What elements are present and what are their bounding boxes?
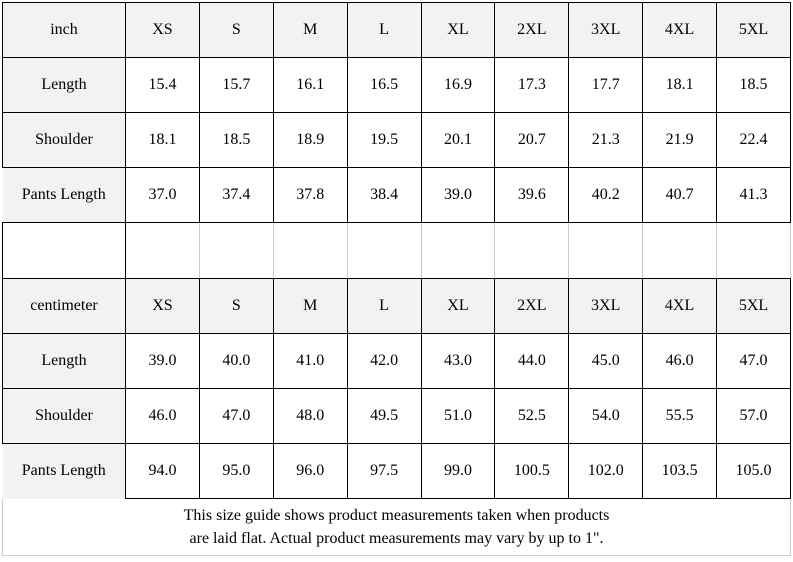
value-cell: 94.0 xyxy=(126,444,200,499)
value-cell: 102.0 xyxy=(569,444,643,499)
size-chart-table xyxy=(2,2,791,499)
value-cell: 18.1 xyxy=(126,113,200,168)
value-cell: 51.0 xyxy=(421,389,495,444)
value-cell: 105.0 xyxy=(717,444,791,499)
value-cell: 40.2 xyxy=(569,168,643,223)
value-cell: 103.5 xyxy=(643,444,717,499)
size-header-cell: S xyxy=(199,3,273,58)
row-label: Pants Length xyxy=(3,168,126,223)
measurement-row xyxy=(3,334,791,389)
spacer-cell xyxy=(126,223,200,279)
value-cell: 42.0 xyxy=(347,334,421,389)
size-header-cell: 3XL xyxy=(569,279,643,334)
spacer-cell xyxy=(347,223,421,279)
measurement-row xyxy=(3,168,791,223)
value-cell: 17.3 xyxy=(495,58,569,113)
note-line-1: This size guide shows product measurements taken when products xyxy=(183,506,610,524)
value-cell: 96.0 xyxy=(273,444,347,499)
unit-header-row xyxy=(3,3,791,58)
size-header-cell: XL xyxy=(421,3,495,58)
measurement-row xyxy=(3,113,791,168)
spacer-cell xyxy=(421,223,495,279)
value-cell: 37.4 xyxy=(199,168,273,223)
spacer-cell xyxy=(495,223,569,279)
size-header-cell: S xyxy=(199,279,273,334)
size-header-cell: XS xyxy=(126,3,200,58)
value-cell: 45.0 xyxy=(569,334,643,389)
size-header-cell: 4XL xyxy=(643,279,717,334)
size-chart-body xyxy=(3,3,791,499)
value-cell: 39.0 xyxy=(126,334,200,389)
value-cell: 48.0 xyxy=(273,389,347,444)
row-label: Shoulder xyxy=(3,113,126,168)
unit-header-row xyxy=(3,279,791,334)
size-header-cell: L xyxy=(347,279,421,334)
spacer-cell xyxy=(717,223,791,279)
value-cell: 37.8 xyxy=(273,168,347,223)
value-cell: 20.1 xyxy=(421,113,495,168)
value-cell: 39.0 xyxy=(421,168,495,223)
size-header-cell: XS xyxy=(126,279,200,334)
size-header-cell: 4XL xyxy=(643,3,717,58)
value-cell: 22.4 xyxy=(717,113,791,168)
value-cell: 37.0 xyxy=(126,168,200,223)
value-cell: 18.5 xyxy=(717,58,791,113)
spacer-cell xyxy=(199,223,273,279)
value-cell: 15.4 xyxy=(126,58,200,113)
value-cell: 16.1 xyxy=(273,58,347,113)
value-cell: 38.4 xyxy=(347,168,421,223)
measurement-row xyxy=(3,58,791,113)
value-cell: 55.5 xyxy=(643,389,717,444)
value-cell: 40.7 xyxy=(643,168,717,223)
value-cell: 21.3 xyxy=(569,113,643,168)
value-cell: 46.0 xyxy=(126,389,200,444)
spacer-cell xyxy=(569,223,643,279)
value-cell: 16.5 xyxy=(347,58,421,113)
measurement-row xyxy=(3,389,791,444)
value-cell: 40.0 xyxy=(199,334,273,389)
size-header-cell: L xyxy=(347,3,421,58)
size-header-cell: 5XL xyxy=(717,279,791,334)
size-header-cell: 2XL xyxy=(495,3,569,58)
value-cell: 41.0 xyxy=(273,334,347,389)
unit-cell-centimeter: centimeter xyxy=(3,279,126,334)
value-cell: 18.5 xyxy=(199,113,273,168)
measurement-row xyxy=(3,444,791,499)
value-cell: 16.9 xyxy=(421,58,495,113)
row-label: Shoulder xyxy=(3,389,126,444)
value-cell: 41.3 xyxy=(717,168,791,223)
value-cell: 15.7 xyxy=(199,58,273,113)
value-cell: 20.7 xyxy=(495,113,569,168)
spacer-cell xyxy=(643,223,717,279)
note-line-2: are laid flat. Actual product measurements may vary by up to 1". xyxy=(189,530,604,547)
value-cell: 18.9 xyxy=(273,113,347,168)
value-cell: 57.0 xyxy=(717,389,791,444)
size-header-cell: 3XL xyxy=(569,3,643,58)
spacer-cell xyxy=(273,223,347,279)
value-cell: 21.9 xyxy=(643,113,717,168)
value-cell: 47.0 xyxy=(199,389,273,444)
value-cell: 47.0 xyxy=(717,334,791,389)
value-cell: 44.0 xyxy=(495,334,569,389)
value-cell: 97.5 xyxy=(347,444,421,499)
value-cell: 46.0 xyxy=(643,334,717,389)
value-cell: 99.0 xyxy=(421,444,495,499)
size-guide-note xyxy=(2,499,791,556)
value-cell: 95.0 xyxy=(199,444,273,499)
row-label: Pants Length xyxy=(3,444,126,499)
size-header-cell: 5XL xyxy=(717,3,791,58)
value-cell: 43.0 xyxy=(421,334,495,389)
value-cell: 100.5 xyxy=(495,444,569,499)
value-cell: 39.6 xyxy=(495,168,569,223)
value-cell: 54.0 xyxy=(569,389,643,444)
size-header-cell: M xyxy=(273,279,347,334)
value-cell: 49.5 xyxy=(347,389,421,444)
spacer-row xyxy=(3,223,791,279)
spacer-cell xyxy=(3,223,126,279)
row-label: Length xyxy=(3,58,126,113)
value-cell: 18.1 xyxy=(643,58,717,113)
value-cell: 17.7 xyxy=(569,58,643,113)
row-label: Length xyxy=(3,334,126,389)
size-header-cell: M xyxy=(273,3,347,58)
size-header-cell: XL xyxy=(421,279,495,334)
unit-cell-inch: inch xyxy=(3,3,126,58)
value-cell: 19.5 xyxy=(347,113,421,168)
size-header-cell: 2XL xyxy=(495,279,569,334)
value-cell: 52.5 xyxy=(495,389,569,444)
